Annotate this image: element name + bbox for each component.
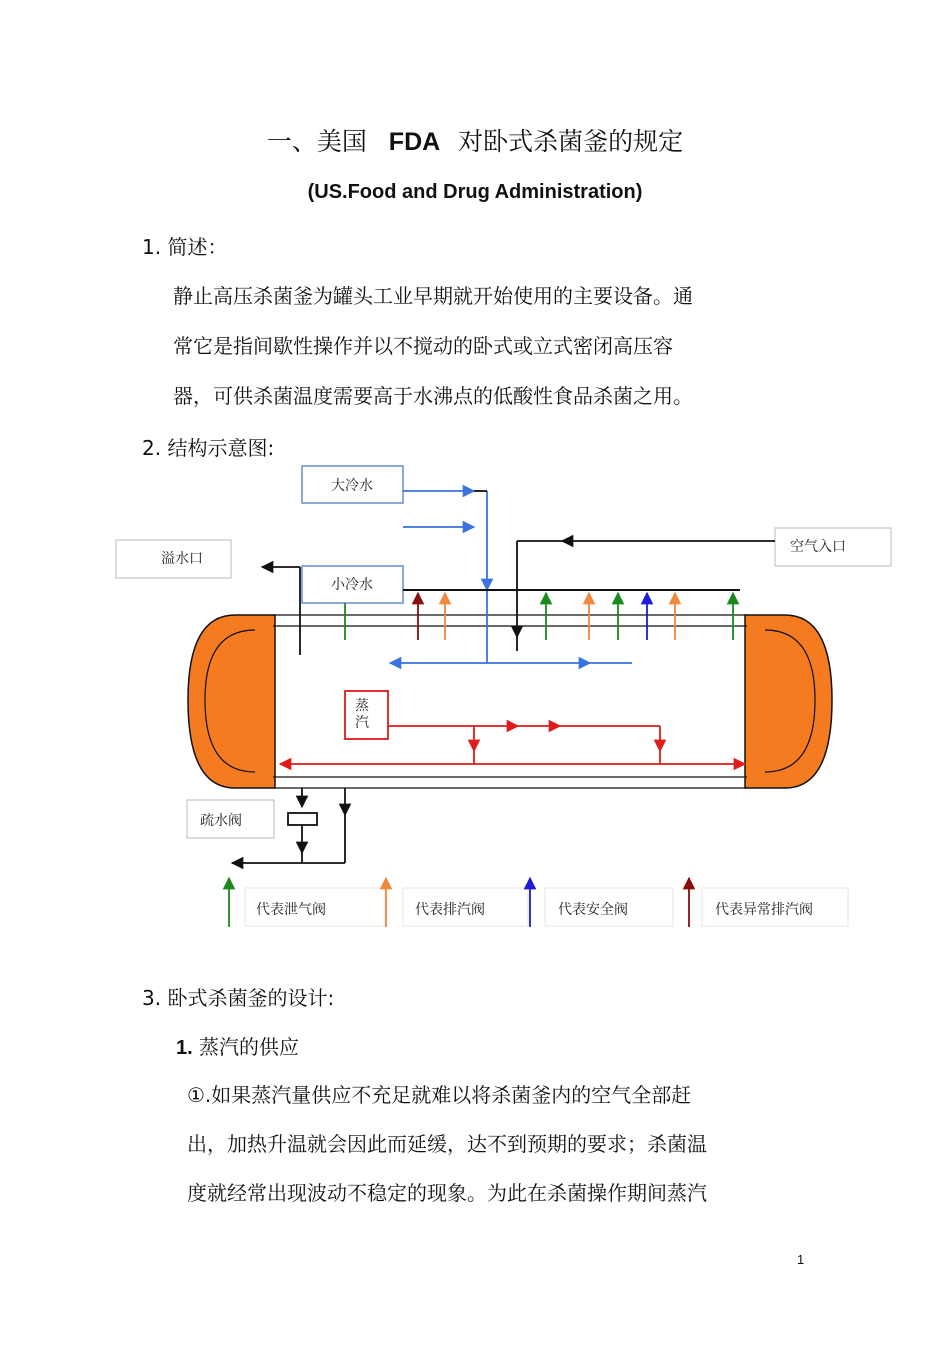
retort-structure-diagram xyxy=(0,455,950,935)
title-prefix: 一、美国 xyxy=(266,127,367,156)
section3-heading: 3. 卧式杀菌釜的设计: xyxy=(142,986,335,1010)
air-inlet-label: 空气入口 xyxy=(790,539,846,555)
legend-safety-valve: 代表安全阀 xyxy=(558,902,628,918)
vessel-right-end xyxy=(745,615,832,788)
section1-heading: 1. 简述： xyxy=(142,235,228,259)
section3-subheading-num: 1. xyxy=(176,1037,193,1059)
page-subtitle: (US.Food and Drug Administration) xyxy=(307,181,643,203)
section3-line-1: ①.如果蒸汽量供应不充足就难以将杀菌釜内的空气全部赶 xyxy=(187,1083,692,1107)
title-suffix: 对卧式杀菌釜的规定 xyxy=(458,127,684,156)
legend-vent-valve: 代表泄气阀 xyxy=(256,902,326,918)
steam-label-1: 蒸 xyxy=(355,698,369,714)
page-title xyxy=(0,122,950,158)
section1-line-2: 常它是指间歇性操作并以不搅动的卧式或立式密闭高压容 xyxy=(173,334,673,358)
section2-heading: 2. 结构示意图: xyxy=(142,436,275,460)
diagram-legend xyxy=(229,878,848,927)
page-number: 1 xyxy=(797,1252,805,1267)
section3-subheading xyxy=(176,1031,299,1060)
drain-valve-label: 疏水阀 xyxy=(200,813,242,829)
legend-abnormal-exhaust-valve: 代表异常排汽阀 xyxy=(715,902,813,918)
section3-line-2: 出，加热升温就会因此而延缓，达不到预期的要求；杀菌温 xyxy=(187,1132,707,1156)
legend-exhaust-valve: 代表排汽阀 xyxy=(415,902,485,918)
section3-subheading-text: 蒸汽的供应 xyxy=(199,1035,300,1059)
cold-water-lines xyxy=(390,491,632,663)
steam-label-2: 汽 xyxy=(355,715,369,731)
vessel-left-end xyxy=(188,615,275,788)
overflow-label: 溢水口 xyxy=(161,551,203,567)
title-fda: FDA xyxy=(388,128,441,156)
section1-line-3: 器，可供杀菌温度需要高于水沸点的低酸性食品杀菌之用。 xyxy=(173,384,693,408)
air-line xyxy=(517,541,775,651)
big-cold-water-label: 大冷水 xyxy=(331,478,373,494)
section3-line-3: 度就经常出现波动不稳定的现象。为此在杀菌操作期间蒸汽 xyxy=(187,1181,707,1205)
section1-line-1: 静止高压杀菌釜为罐头工业早期就开始使用的主要设备。通 xyxy=(173,284,693,308)
small-cold-water-label: 小冷水 xyxy=(331,577,373,593)
